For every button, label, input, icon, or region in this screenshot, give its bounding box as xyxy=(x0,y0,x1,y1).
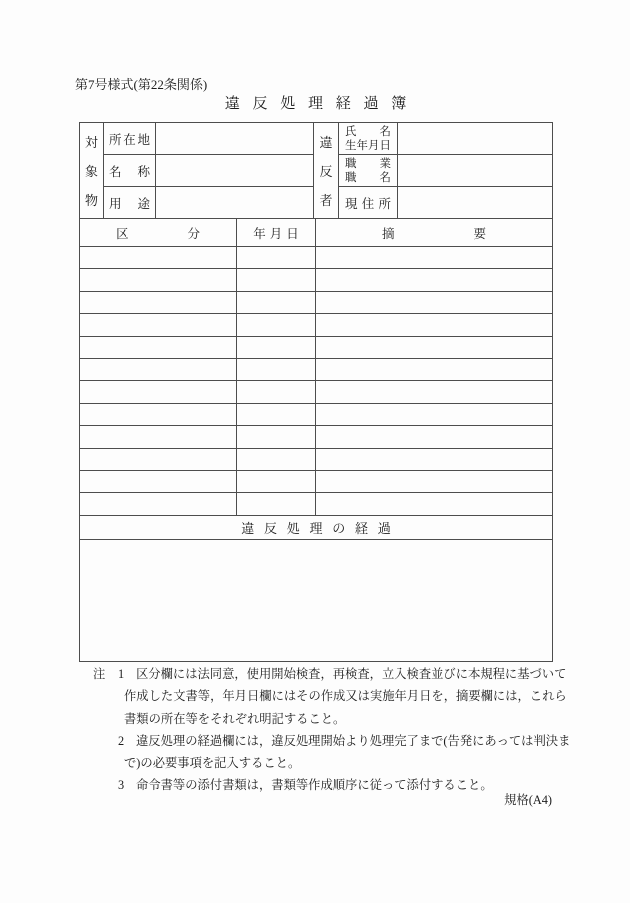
note-3-number: 3 xyxy=(118,778,125,793)
log-table-row xyxy=(80,247,552,269)
summary-column-header xyxy=(316,219,552,247)
log-empty-rows xyxy=(80,247,552,516)
note-2-line-1: 違反処理の経過欄には，違反処理開始より処理完了まで(告発にあっては判決ま xyxy=(136,733,571,748)
subject-violator-table xyxy=(80,123,552,219)
label-char: 反 xyxy=(319,164,333,179)
log-table-cell xyxy=(80,493,237,515)
log-table-cell xyxy=(237,292,316,314)
label-char: 名 xyxy=(109,164,122,179)
label-char: 途 xyxy=(137,196,150,211)
note-1-line-3: 書類の所在等をそれぞれ明記すること。 xyxy=(124,711,346,726)
violation-progress-header: 違反処理の経過 xyxy=(80,516,552,540)
log-table-cell xyxy=(237,471,316,493)
current-address-label xyxy=(339,187,398,219)
log-table-cell xyxy=(316,426,552,448)
log-table-cell xyxy=(80,314,237,336)
log-table-cell xyxy=(316,337,552,359)
log-table-cell xyxy=(316,493,552,515)
log-table-cell xyxy=(316,404,552,426)
log-table-cell xyxy=(80,269,237,291)
log-table-cell xyxy=(316,449,552,471)
log-table-header xyxy=(80,219,552,247)
log-table-row xyxy=(80,359,552,381)
log-table-cell xyxy=(80,337,237,359)
log-table-row xyxy=(80,426,552,448)
subject-object-group-label xyxy=(80,123,104,219)
log-table-cell xyxy=(80,449,237,471)
log-table-cell xyxy=(316,292,552,314)
location-label xyxy=(104,123,156,155)
label-char: 称 xyxy=(137,164,150,179)
label-char: 所 xyxy=(378,196,391,211)
label-char: 現 xyxy=(345,196,358,211)
log-table-row xyxy=(80,269,552,291)
label-char: 者 xyxy=(319,193,333,208)
violation-record-form xyxy=(79,122,553,662)
log-table-row xyxy=(80,337,552,359)
label-char: 名 xyxy=(379,171,391,184)
label-char: 物 xyxy=(84,193,98,208)
date-column-header: 年月日 xyxy=(237,219,316,247)
label-char: 地 xyxy=(137,132,150,147)
label-char: 氏 xyxy=(345,125,357,138)
log-table-row xyxy=(80,381,552,403)
violation-progress-area xyxy=(80,540,552,661)
log-table-cell xyxy=(237,359,316,381)
document-title: 違反処理経過簿 xyxy=(224,96,419,112)
use-label xyxy=(104,187,156,219)
name-birthdate-value-cell xyxy=(398,123,552,155)
note-1-line-2: 作成した文書等，年月日欄にはその作成又は実施年月日を，摘要欄には，これら xyxy=(124,689,567,704)
log-table-cell xyxy=(316,359,552,381)
log-table-cell xyxy=(316,471,552,493)
log-table-cell xyxy=(80,381,237,403)
log-table-cell xyxy=(80,247,237,269)
log-table-cell xyxy=(316,314,552,336)
occupation-jobtitle-label xyxy=(339,155,398,187)
log-table-cell xyxy=(237,426,316,448)
label-char: 用 xyxy=(109,196,122,211)
name-birthdate-label xyxy=(339,123,398,155)
log-table-cell xyxy=(80,404,237,426)
log-table-cell xyxy=(80,471,237,493)
log-table-cell xyxy=(237,381,316,403)
label-char: 対 xyxy=(84,135,98,150)
log-table-cell xyxy=(237,247,316,269)
log-table-cell xyxy=(316,247,552,269)
log-table-cell xyxy=(237,337,316,359)
label-char: 在 xyxy=(123,132,136,147)
log-table-cell xyxy=(237,269,316,291)
log-table-row xyxy=(80,314,552,336)
facility-name-value-cell xyxy=(156,155,314,187)
log-table-row xyxy=(80,449,552,471)
facility-name-label xyxy=(104,155,156,187)
note-1-line-1: 区分欄には法同意，使用開始検査，再検査，立入検査並びに本規程に基づいて xyxy=(136,667,567,681)
category-column-header xyxy=(80,219,237,247)
occupation-value-cell xyxy=(398,155,552,187)
label-char: 区 xyxy=(116,226,129,241)
log-table-row xyxy=(80,292,552,314)
notes xyxy=(79,663,571,797)
note-3-line-1: 命令書等の添付書類は，書類等作成順序に従って添付すること。 xyxy=(136,778,493,793)
log-table-cell xyxy=(80,292,237,314)
current-address-value-cell xyxy=(398,187,552,219)
label-char: 違 xyxy=(319,135,333,150)
label-char: 所 xyxy=(109,132,122,147)
log-table-row xyxy=(80,404,552,426)
log-table-cell xyxy=(237,314,316,336)
label-char: 要 xyxy=(473,226,486,241)
birthdate-label: 生年月日 xyxy=(345,139,391,152)
label-char: 職 xyxy=(345,171,357,184)
form-code-label: 第7号様式(第22条関係) xyxy=(75,77,208,92)
location-value-cell xyxy=(156,123,314,155)
log-table-cell xyxy=(80,359,237,381)
notes-marker: 注 xyxy=(93,667,106,681)
label-char: 住 xyxy=(361,196,375,211)
log-table-row xyxy=(80,471,552,493)
violator-group-label xyxy=(314,123,339,219)
log-table-cell xyxy=(316,381,552,403)
note-1-number: 1 xyxy=(118,667,125,681)
note-2-line-2: で)の必要事項を記入すること。 xyxy=(124,756,301,771)
log-table-cell xyxy=(316,269,552,291)
log-table-cell xyxy=(237,404,316,426)
log-table-row xyxy=(80,493,552,515)
label-char: 分 xyxy=(187,226,200,241)
log-table-cell xyxy=(80,426,237,448)
label-char: 名 xyxy=(379,125,391,138)
label-char: 職 xyxy=(345,157,357,170)
label-char: 業 xyxy=(379,157,391,170)
log-table-cell xyxy=(237,449,316,471)
label-char: 象 xyxy=(84,164,98,179)
use-value-cell xyxy=(156,187,314,219)
log-table-cell xyxy=(237,493,316,515)
label-char: 摘 xyxy=(382,226,395,241)
paper-spec-label: 規格(A4) xyxy=(504,793,552,807)
note-2-number: 2 xyxy=(118,733,125,748)
